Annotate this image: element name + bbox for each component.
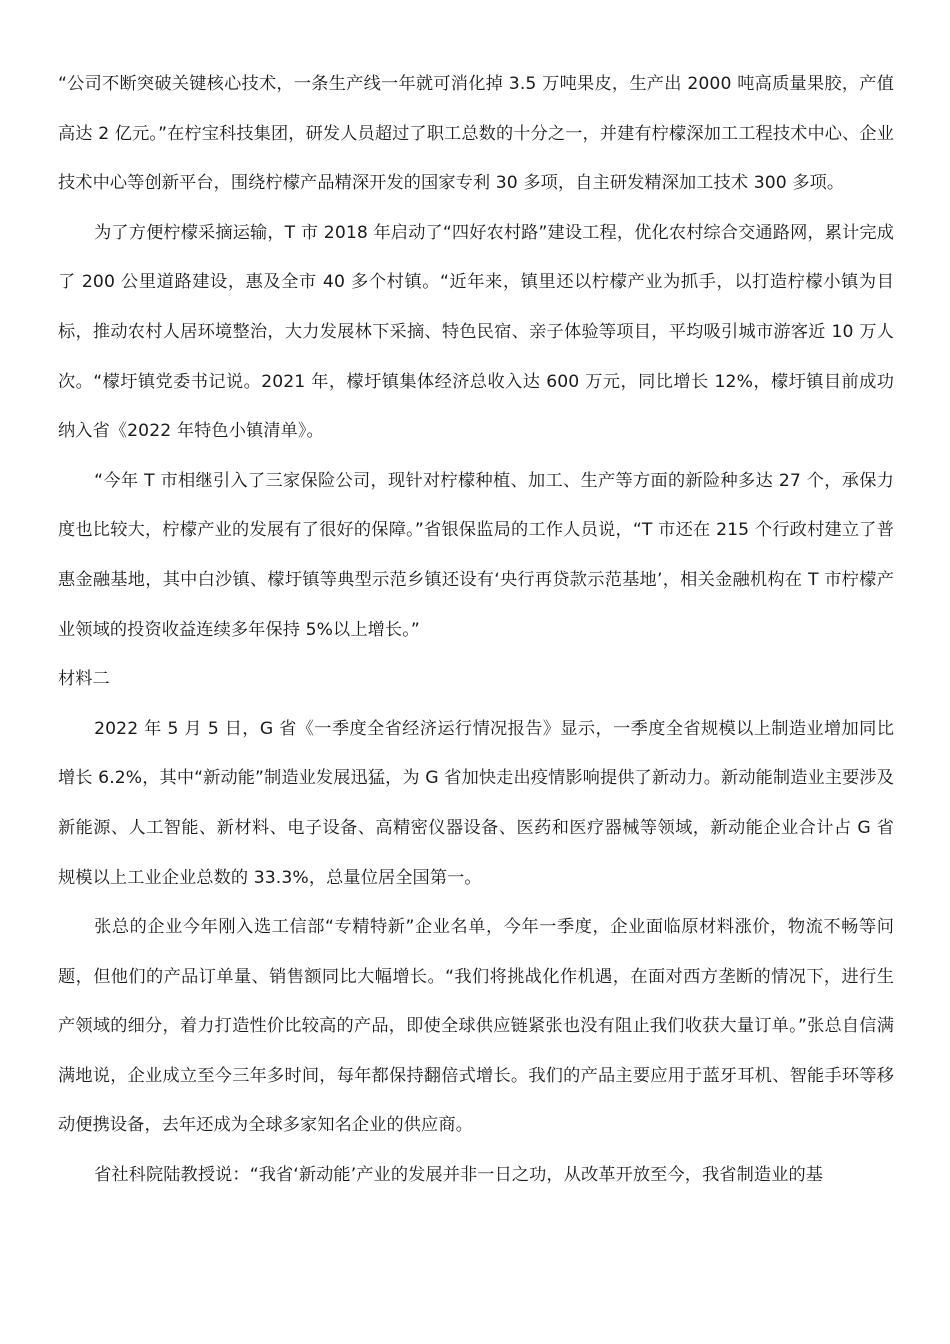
paragraph-insurance: “今年 T 市相继引入了三家保险公司，现针对柠檬种植、加工、生产等方面的新险种多达 27 个，承保力度也比较大，柠檬产业的发展有了很好的保障。”省银保监局的工作人员说，“T 市还在 215 个行政村建立了普惠金融基地，其中白沙镇、檬圩镇等典型示范乡镇还设有‘央行再贷款示范基地’，相关金融机构在 T 市柠檬产业领域的投资收益连续多年保持 5%以上增长。”	[58, 470, 894, 640]
paragraph-economic-report: 2022 年 5 月 5 日，G 省《一季度全省经济运行情况报告》显示，一季度全省规模以上制造业增加同比增长 6.2%，其中“新动能”制造业发展迅猛，为 G 省加快走出疫情影响提供了新动力。新动能制造业主要涉及新能源、人工智能、新材料、电子设备、高精密仪器设备、医药和医疗器械等领域，新动能企业合计占 G 省规模以上工业企业总数的 33.3%，总量位居全国第一。	[58, 718, 894, 888]
document-page	[58, 60, 894, 1201]
section-heading-material-two: 材料二	[58, 669, 110, 690]
paragraph-lemon-tech: “公司不断突破关键核心技术，一条生产线一年就可消化掉 3.5 万吨果皮，生产出 2000 吨高质量果胶，产值高达 2 亿元。”在柠宝科技集团，研发人员超过了职工总数的十分之一，并建有柠檬深加工工程技术中心、企业技术中心等创新平台，围绕柠檬产品精深开发的国家专利 30 多项，自主研发精深加工技术 300 多项。	[58, 74, 894, 194]
paragraph-professor-quote: 省社科院陆教授说：“我省‘新动能’产业的发展并非一日之功，从改革开放至今，我省制造业的基	[94, 1165, 824, 1186]
paragraph-rural-roads: 为了方便柠檬采摘运输，T 市 2018 年启动了“四好农村路”建设工程，优化农村综合交通路网，累计完成了 200 公里道路建设，惠及全市 40 多个村镇。“近年来，镇里还以柠檬产业为抓手，以打造柠檬小镇为目标，推动农村人居环境整治，大力发展林下采摘、特色民宿、亲子体验等项目，平均吸引城市游客近 10 万人次。“檬圩镇党委书记说。2021 年，檬圩镇集体经济总收入达 600 万元，同比增长 12%，檬圩镇目前成功纳入省《2022 年特色小镇清单》。	[58, 222, 894, 442]
paragraph-enterprise: 张总的企业今年刚入选工信部“专精特新”企业名单，今年一季度，企业面临原材料涨价，物流不畅等问题，但他们的产品订单量、销售额同比大幅增长。“我们将挑战化作机遇，在面对西方垄断的情况下，进行生产领域的细分，着力打造性价比较高的产品，即使全球供应链紧张也没有阻止我们收获大量订单。”张总自信满满地说，企业成立至今三年多时间，每年都保持翻倍式增长。我们的产品主要应用于蓝牙耳机、智能手环等移动便携设备，去年还成为全球多家知名企业的供应商。	[58, 917, 894, 1136]
